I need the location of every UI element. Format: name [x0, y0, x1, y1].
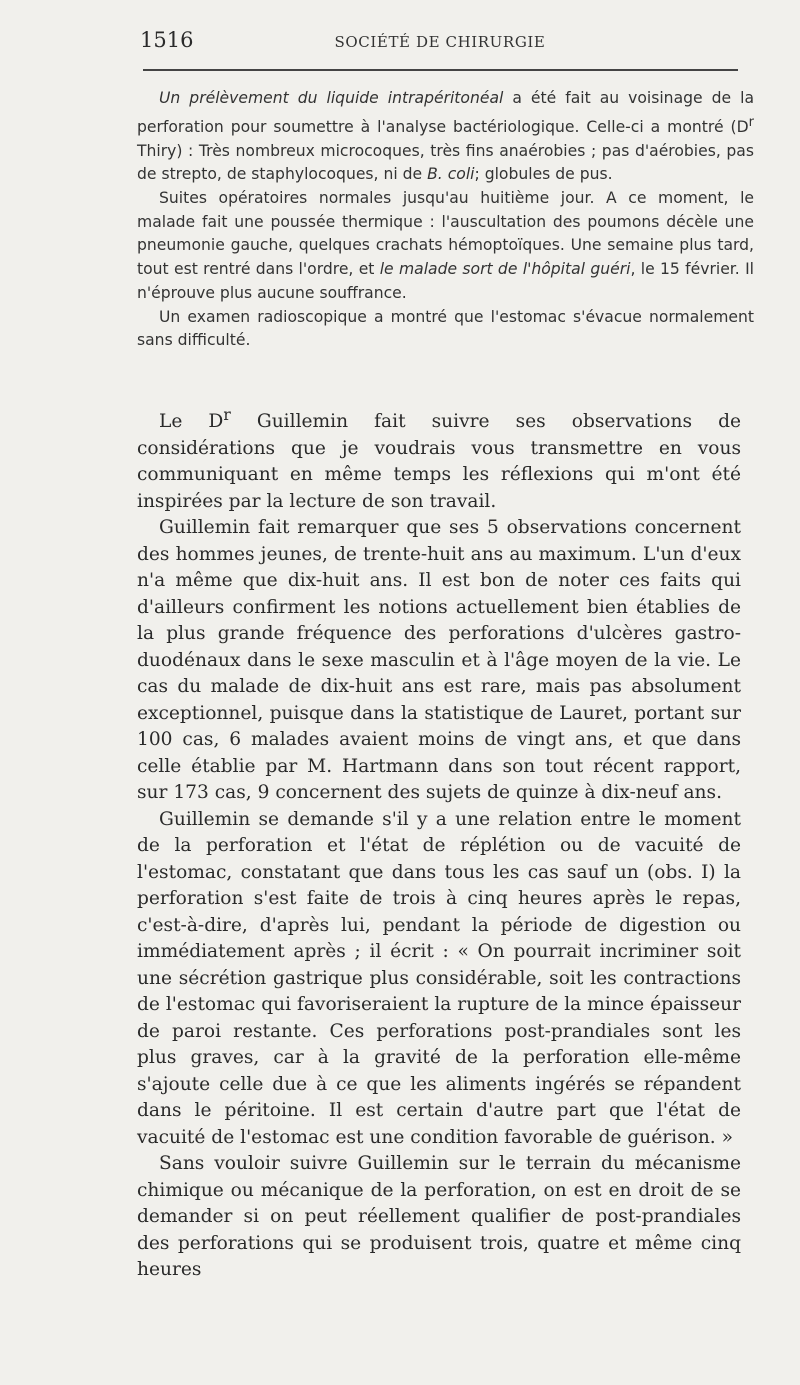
- case-paragraph-2: Suites opératoires normales jusqu'au huitième jour. A ce moment, le malade fait une poussée thermique : l'auscultation des poumons décèle une pneumonie gauche, quelques crachats hémoptoïques. Une semaine plus tard, tout est rentré dans l'ordre, et le malade sort de l'hôpital guéri, le 15 février. Il n'éprouve plus aucune souffrance.: [137, 189, 754, 302]
- case-report-block: [137, 87, 754, 353]
- case-paragraph-1: Un prélèvement du liquide intrapéritonéal a été fait au voisinage de la perforation pour soumettre à l'analyse bactériologique. Celle-ci a montré ($D^r$ Thiry) : Très nombreux microcoques, très fins anaérobies ; pas d'aérobies, pas de strepto, de staphylocoques, ni de B. coli; globules de pus.: [137, 89, 754, 184]
- italic-phrase: le malade sort de l'hôpital guéri: [379, 260, 631, 279]
- body-paragraph-3: Guillemin se demande s'il y a une relation entre le moment de la perforation et l'état de réplétion ou de vacuité de l'estomac, constatant que dans tous les cas sauf un (obs. I) la perforation s'est faite de trois à cinq heures après le repas, c'est-à-dire, d'après lui, pendant la période de digestion ou immédiatement après ; il écrit : « On pourrait incriminer soit une sécrétion gastrique plus considérable, soit les contractions de l'estomac qui favoriseraient la rupture de la mince épaisseur de paroi restante. Ces perforations post-prandiales sont les plus graves, car à la gravité de la perforation elle-même s'ajoute celle due à ce que les aliments ingérés se répandent dans le péritoine. Il est certain d'autre part que l'état de vacuité de l'estomac est une condition favorable de guérison. »: [137, 808, 741, 1148]
- body-paragraph-4: Sans vouloir suivre Guillemin sur le terrain du mécanisme chimique ou mécanique de la perforation, on est en droit de se demander si on peut réellement qualifier de post-prandiales des perforations qui se produisent trois, quatre et même cinq heures: [137, 1153, 741, 1281]
- header-rule: [143, 69, 738, 71]
- case-paragraph-3: Un examen radioscopique a montré que l'estomac s'évacue normalement sans difficulté.: [137, 307, 754, 350]
- main-text-block: [137, 402, 741, 1284]
- body-paragraph-2: Guillemin fait remarquer que ses 5 observations concernent des hommes jeunes, de trente-huit ans au maximum. L'un d'eux n'a même que dix-huit ans. Il est bon de noter ces faits qui d'ailleurs confirment les notions actuellement bien établies de la plus grande fréquence des perforations d'ulcères gastro-duodénaux dans le sexe masculin et à l'âge moyen de la vie. Le cas du malade de dix-huit ans est rare, mais pas absolument exceptionnel, puisque dans la statistique de Lauret, portant sur 100 cas, 6 malades avaient moins de vingt ans, et que dans celle établie par M. Hartmann dans son tout récent rapport, sur 173 cas, 9 concernent des sujets de quinze à dix-neuf ans.: [137, 517, 741, 804]
- italic-phrase: B. coli: [427, 165, 475, 184]
- running-title: SOCIÉTÉ DE CHIRURGIE: [334, 33, 546, 51]
- italic-phrase: Un prélèvement du liquide intrapéritonéal: [159, 89, 504, 107]
- body-paragraph-1: Le $D^r$ Guillemin fait suivre ses observations de considérations que je voudrais vous transmettre en vous communiquant en même temps les réflexions qui m'ont été inspirées par la lecture de son travail.: [137, 406, 741, 512]
- page-header: [140, 28, 740, 58]
- page-number: 1516: [140, 28, 194, 52]
